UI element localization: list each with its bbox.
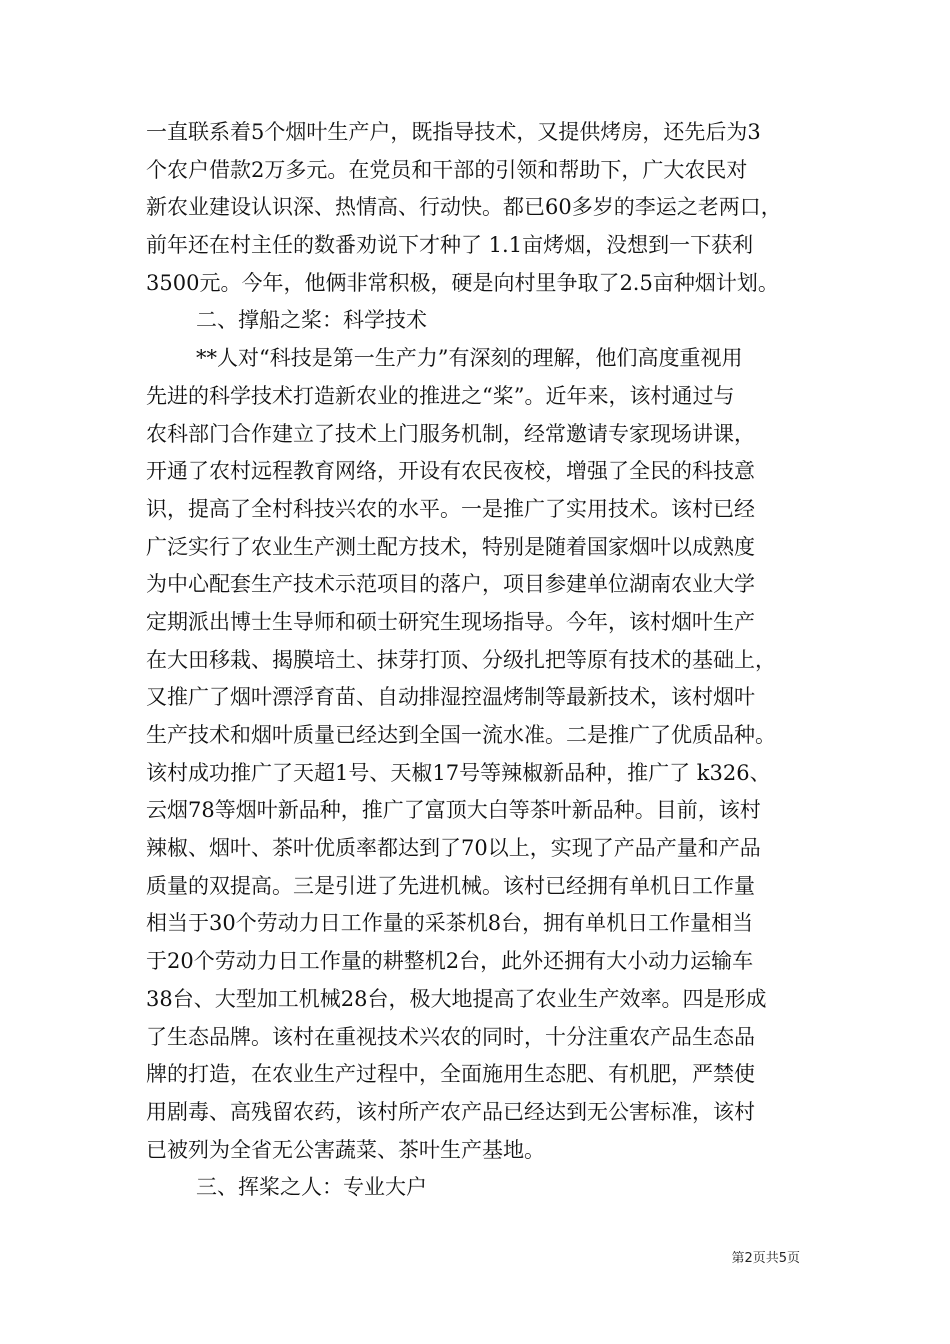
text-line: 辣椒、烟叶、茶叶优质率都达到了70以上，实现了产品产量和产品	[146, 836, 761, 861]
body-text	[146, 114, 818, 1207]
text-line: 前年还在村主任的数番劝说下才种了 1.1亩烤烟，没想到一下获利	[146, 233, 754, 258]
text-line: 农科部门合作建立了技术上门服务机制，经常邀请专家现场讲课，	[146, 421, 755, 446]
text-line: 38台、大型加工机械28台，极大地提高了农业生产效率。四是形成	[146, 986, 767, 1011]
text-line: 云烟78等烟叶新品种，推广了富顶大白等茶叶新品种。目前，该村	[146, 798, 761, 823]
text-line: 识，提高了全村科技兴农的水平。一是推广了实用技术。该村已经	[146, 496, 755, 521]
page-number: 第2页共5页	[731, 1251, 800, 1266]
text-line: 个农户借款2万多元。在党员和干部的引领和帮助下，广大农民对	[146, 157, 748, 182]
text-line: 已被列为全省无公害蔬菜、茶叶生产基地。	[146, 1137, 545, 1162]
text-line: 该村成功推广了天超1号、天椒17号等辣椒新品种，推广了 k326、	[146, 760, 771, 785]
text-line: 定期派出博士生导师和硕士研究生现场指导。今年，该村烟叶生产	[146, 609, 755, 634]
text-line: 质量的双提高。三是引进了先进机械。该村已经拥有单机日工作量	[146, 873, 755, 898]
text-line: 牌的打造，在农业生产过程中，全面施用生态肥、有机肥，严禁使	[146, 1062, 755, 1087]
text-line: 于20个劳动力日工作量的耕整机2台，此外还拥有大小动力运输车	[146, 949, 754, 974]
text-line: 在大田移栽、揭膜培土、抹芽打顶、分级扎把等原有技术的基础上，	[146, 647, 776, 672]
section-heading-3: 三、挥桨之人：专业大户	[196, 1175, 427, 1200]
section-heading-2: 二、撑船之桨：科学技术	[196, 308, 427, 333]
text-line: 了生态品牌。该村在重视技术兴农的同时，十分注重农产品生态品	[146, 1024, 755, 1049]
text-line: 相当于30个劳动力日工作量的采茶机8台，拥有单机日工作量相当	[146, 911, 754, 936]
text-line: 又推广了烟叶漂浮育苗、自动排湿控温烤制等最新技术，该村烟叶	[146, 685, 755, 710]
paragraph-start: **人对“科技是第一生产力”有深刻的理解，他们高度重视用	[196, 346, 743, 371]
text-line: 广泛实行了农业生产测土配方技术，特别是随着国家烟叶以成熟度	[146, 534, 755, 559]
text-line: 3500元。今年，他俩非常积极，硬是向村里争取了2.5亩种烟计划。	[146, 270, 779, 295]
text-line: 开通了农村远程教育网络，开设有农民夜校，增强了全民的科技意	[146, 459, 755, 484]
text-line: 用剧毒、高残留农药，该村所产农产品已经达到无公害标准，该村	[146, 1099, 755, 1124]
text-line: 生产技术和烟叶质量已经达到全国一流水准。二是推广了优质品种。	[146, 723, 776, 747]
text-line: 一直联系着5个烟叶生产户，既指导技术，又提供烤房，还先后为3	[146, 120, 761, 144]
text-line: 先进的科学技术打造新农业的推进之“桨”。近年来，该村通过与	[146, 383, 735, 408]
text-line: 新农业建设认识深、热情高、行动快。都已60多岁的李运之老两口，	[146, 195, 782, 220]
text-line: 为中心配套生产技术示范项目的落户，项目参建单位湖南农业大学	[146, 572, 755, 597]
